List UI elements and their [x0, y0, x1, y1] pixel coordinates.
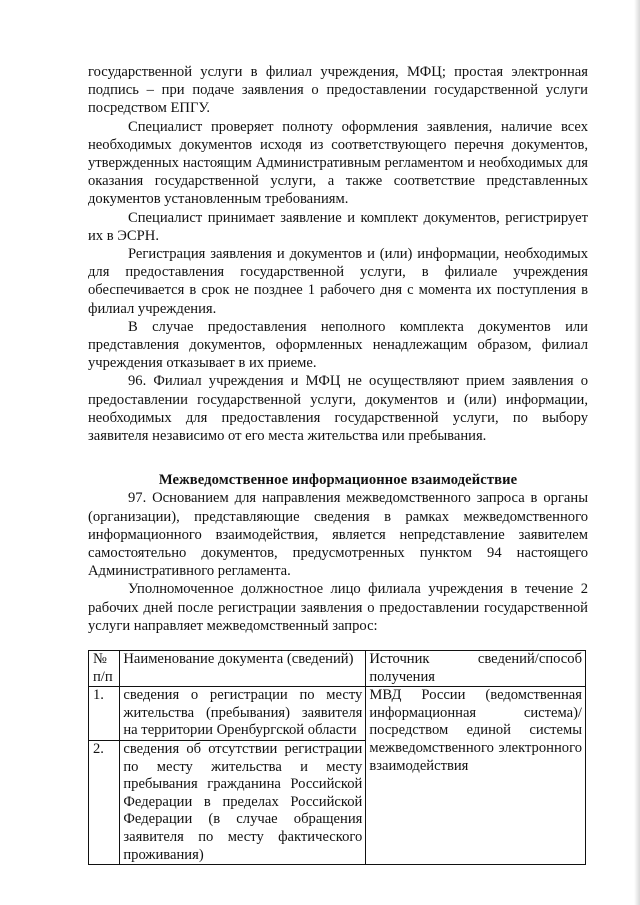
paragraphs-top: [88, 63, 588, 445]
paragraph: В случае предоставления неполного комплекта документов или представления документов, оформленных ненадлежащим образом, филиал учреждения отказывает в их приеме.: [88, 318, 588, 372]
header-cell-source: Источник сведений/способ получения: [366, 651, 586, 687]
paragraph: Специалист принимает заявление и комплект документов, регистрирует их в ЭСРН.: [88, 209, 588, 244]
row-document-name: сведения об отсутствии регистрации по месту жительства и месту пребывания гражданина Российской Федерации в пределах Российской Федерации (в случае обращения заявителя по месту фактического проживания): [120, 741, 366, 865]
paragraphs-bottom: [88, 489, 588, 635]
header-cell-number: № п/п: [89, 651, 120, 687]
paragraph: 97. Основанием для направления межведомственного запроса в органы (организации), представляющие сведения в рамках межведомственного информационного взаимодействия, является непредставление заявителем самостоятельно документов, предусмотренных пунктом 94 настоящего Административного регламента.: [88, 490, 588, 580]
interagency-request-table: [88, 650, 586, 865]
row-number: 1.: [89, 687, 120, 741]
paragraph: Специалист проверяет полноту оформления заявления, наличие всех необходимых документов исходя из соответствующего перечня документов, утвержденных настоящим Административным регламентом и необходимых для оказания государственной услуги, а также соответствие представленных документов установленным требованиям.: [88, 118, 588, 208]
section-heading: Межведомственное информационное взаимодействие: [158, 472, 518, 489]
scan-edge-shadow: [634, 0, 640, 905]
paragraph: 96. Филиал учреждения и МФЦ не осуществляют прием заявления о предоставлении государственной услуги, документов и (или) информации, необходимых для предоставления государственной услуги, по выбору заявителя независимо от его места жительства или пребывания.: [88, 373, 588, 445]
header-cell-document: Наименование документа (сведений): [120, 651, 366, 687]
document-page: [88, 63, 588, 865]
table-header-row: [89, 651, 586, 687]
paragraph: государственной услуги в филиал учреждения, МФЦ; простая электронная подпись – при подаче заявления о предоставлении государственной услуги посредством ЕПГУ.: [88, 64, 588, 117]
paragraph: Уполномоченное должностное лицо филиала учреждения в течение 2 рабочих дней после регистрации заявления о предоставлении государственной услуги направляет межведомственный запрос:: [88, 581, 588, 634]
row-number: 2.: [89, 741, 120, 865]
paragraph: Регистрация заявления и документов и (или) информации, необходимых для предоставления государственной услуги, в филиале учреждения обеспечивается в срок не позднее 1 рабочего дня с момента их поступления в филиал учреждения.: [88, 246, 588, 317]
row-source: МВД России (ведомственная информационная система)/ посредством единой системы межведомственного электронного взаимодействия: [366, 687, 586, 865]
table-row: [89, 687, 586, 741]
row-document-name: сведения о регистрации по месту жительства (пребывания) заявителя на территории Оренбургской области: [120, 687, 366, 741]
